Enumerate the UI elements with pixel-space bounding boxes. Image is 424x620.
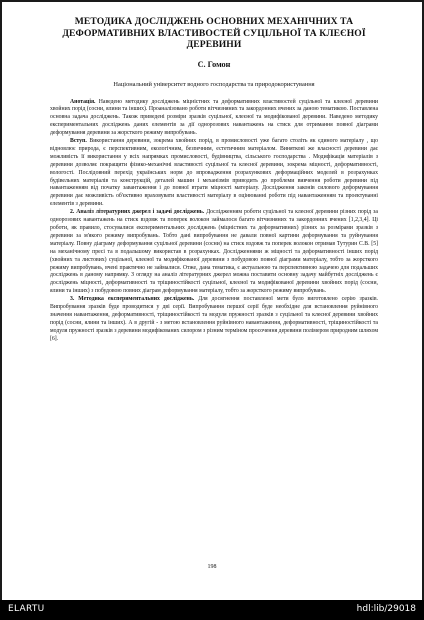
paper-author: С. Гомон <box>197 59 231 69</box>
intro-paragraph <box>50 138 378 209</box>
abstract-text: Наведено методику досліджень міцністних та деформативних властивостей суцільної та клеєної деревини хвойних порід (сосни, ялини та інших). Проаналізовано роботи вітчизняних та закордонних вчених за даною тематикою. Поставлена основна задача досліджень. Також приведені розміри зразків суцільної, клеєної та модифікованої деревини. Наведено методику експериментальних досліджень даних елементів за дії однорозових навантажень на стиск для отримання повної діаграми деформування деревини за жорсткого режиму випробувань. <box>50 98 378 137</box>
section2-text: Дослідженням роботи суцільної та клеєної деревини різних порід за однорозових навантажень на стиск вздовж та поперек волокон займалося багато вітчизняних та закордонних вчених [1,2,3,4]. Ці роботи, як правило, стосувалися експериментальних досліджень (міцністних та деформативних) різних за розмірами зразків з деревини за м'якого режиму випробувань. Тобто дані випробування не давали повної картини деформування та руйнування матеріалу. Повну діаграму деформування суцільної деревини (сосни) на стиск вздовж та поперек волокон отримав Тутурин С.В. [5] на механічному пресі та в подальшому використав в розрахунках. Дослідженнями ж міцності та деформативності інших порід (хвойних та листових) суцільної, клеєної та модифікованої деревини з побудовою повної діаграми матеріалу, тобто за жорсткого режиму випробувань, вчені практично не займалися. Отже, дана тематика, є актуальною та перспективною задачею для подальших досліджень в даному напрямку. З огляду на аналіз літературних джерел можна поставити основну задачу майбутніх досліджень є досліджень міцності, деформативності та тріщиностійкості суцільної, клеєної та модифікованої деревини хвойних порід (сосни, ялини та інших) з побудовою повних діаграм деформування матеріалу, тобто за жорсткого режиму випробувань. <box>50 209 378 295</box>
section3-heading: 3. Методика експериментальних досліджень. <box>70 296 195 303</box>
section3-text: Для досягнення поставленої мети було виготовлено серію зразків. Випробування зразків буде проводитися у дві серії. Випробування першої серії буде необхідне для встановлення руйнівного значення навантаження, деформативності, тріщиностійкості та модуля пружності зразків з суцільної та клеєної деревини хвойних порід (сосни, ялини та інших). А в другій - з метою встановлення руйнівного навантаження, деформативності, тріщиностійкості та модуля пружності зразків з деревини модифікованих силором з різним терміном просочення деревини полімером природним шляхом [6]. <box>50 296 378 342</box>
page-number: 198 <box>207 564 217 570</box>
section2-paragraph <box>50 209 378 296</box>
paper-body <box>50 99 378 344</box>
section2-heading: 2. Аналіз літературних джерел і задачі досліджень. <box>70 209 205 216</box>
handle-identifier[interactable]: hdl:lib/29018 <box>356 604 416 614</box>
document-page <box>2 2 422 600</box>
author-affiliation: Національний університет водного господарства та природокористування <box>113 80 315 88</box>
abstract-label: Анотація. <box>70 98 96 105</box>
repository-footer <box>0 600 424 620</box>
paper-title: МЕТОДИКА ДОСЛІДЖЕНЬ ОСНОВНИХ МЕХАНІЧНИХ ТА ДЕФОРМАТИВНИХ ВЛАСТИВОСТЕЙ СУЦІЛЬНОЇ ТА КЛЕЄНОЇ ДЕРЕВИНИ <box>62 16 366 50</box>
section3-paragraph <box>50 296 378 343</box>
abstract-paragraph <box>50 99 378 139</box>
intro-text: Використання деревини, зокрема хвойних порід, в промисловості уже багато століть як єдиного матеріалу , що відновлює природа, є перспективним, екологічним, безпечним, естетичним матеріалом. Виняткові же власності деревини дає можливість її використання у всіх напрямках промисловості, будівництва, сільського господарства . Модифікація матеріалів з деревини дозволяє покращити фізико-механічні властивості суцільної та клеєної деревини, зокрема міцності, деформативності, вологості. Послідовний перехід українських норм до впровадження розрахункових деформаційних моделей в розрахунках будівельних матеріалів та конструкцій, деталей машин і механізмів приводить до проблеми вивчення роботи деревини під навантаженням від початку завантаження і до повної втрати міцності матеріалу. Дослідження законів силового деформування деревини дає можливість об'єктивно враховувати властивості матеріалу в оцінюванні роботи під навантаженням та проектуванні елементів з деревини. <box>50 138 378 208</box>
intro-label: Вступ. <box>70 138 87 145</box>
repository-name: ELARTU <box>8 604 45 614</box>
